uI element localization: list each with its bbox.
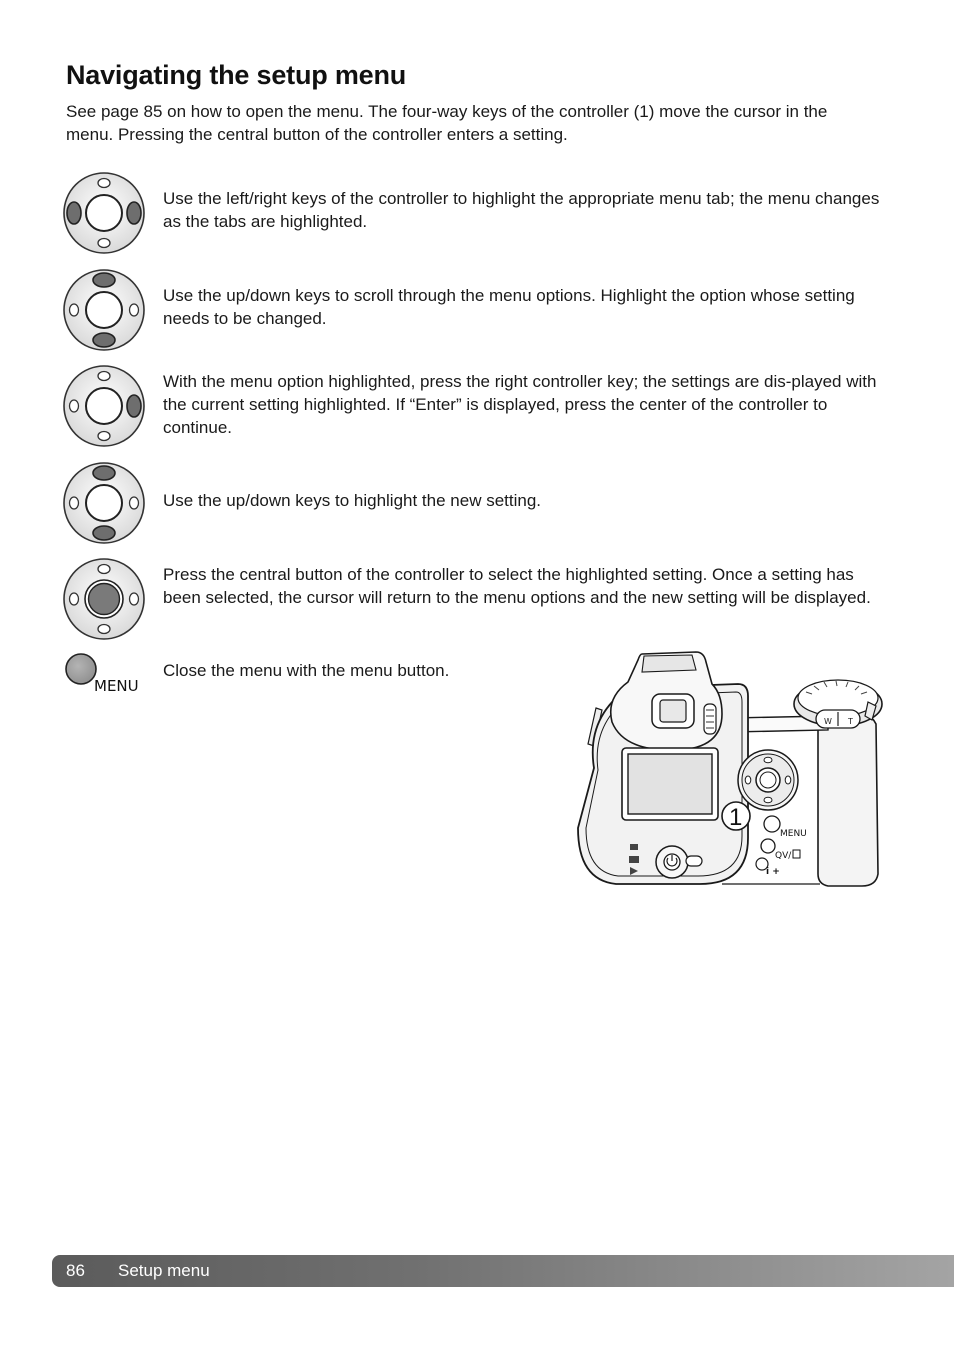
step-text: Press the central button of the controller to select the highlighted setting. Once a setting has been selected, the cursor will return to the menu options and the new setting will be displayed. xyxy=(163,565,871,607)
intro-paragraph: See page 85 on how to open the menu. The four-way keys of the controller (1) move the cursor in the menu. Pressing the central button of the controller enters a setting. xyxy=(66,102,828,144)
camera-info-label: i + xyxy=(766,867,780,877)
controller-left-right-icon xyxy=(62,171,146,255)
step-left-right xyxy=(62,171,892,255)
step-text: Use the up/down keys to scroll through the menu options. Highlight the option whose setting needs to be changed. xyxy=(163,286,855,328)
footer-bar xyxy=(52,1255,954,1287)
menu-button-label: MENU xyxy=(94,677,139,695)
step-up-down-new xyxy=(62,461,892,545)
step-text: With the menu option highlighted, press the right controller key; the settings are dis-played with the current setting highlighted. If “Enter” is displayed, press the center of the controller to continue. xyxy=(163,372,877,437)
camera-menu-label: MENU xyxy=(780,829,807,839)
step-text: Close the menu with the menu button. xyxy=(163,661,450,680)
controller-up-down-icon xyxy=(62,268,146,352)
step-center xyxy=(62,557,892,641)
step-text: Use the up/down keys to highlight the new setting. xyxy=(163,491,542,510)
menu-button-icon xyxy=(62,652,146,698)
page-title: Navigating the setup menu xyxy=(66,60,407,90)
step-menu-close xyxy=(62,652,562,702)
page-number: 86 xyxy=(66,1261,85,1280)
controller-right-icon xyxy=(62,364,146,448)
controller-up-down-icon xyxy=(62,461,146,545)
camera-back-illustration xyxy=(572,648,884,890)
zoom-wide-label: W xyxy=(824,717,832,726)
step-text: Use the left/right keys of the controller to highlight the appropriate menu tab; the menu changes as the tabs are highlighted. xyxy=(163,189,880,231)
controller-center-icon xyxy=(62,557,146,641)
zoom-tele-label: T xyxy=(848,717,853,726)
section-name: Setup menu xyxy=(118,1261,210,1280)
step-right xyxy=(62,364,892,448)
controller-callout-number: 1 xyxy=(729,804,743,831)
camera-qv-label: QV/ xyxy=(775,851,792,861)
step-up-down xyxy=(62,268,892,352)
